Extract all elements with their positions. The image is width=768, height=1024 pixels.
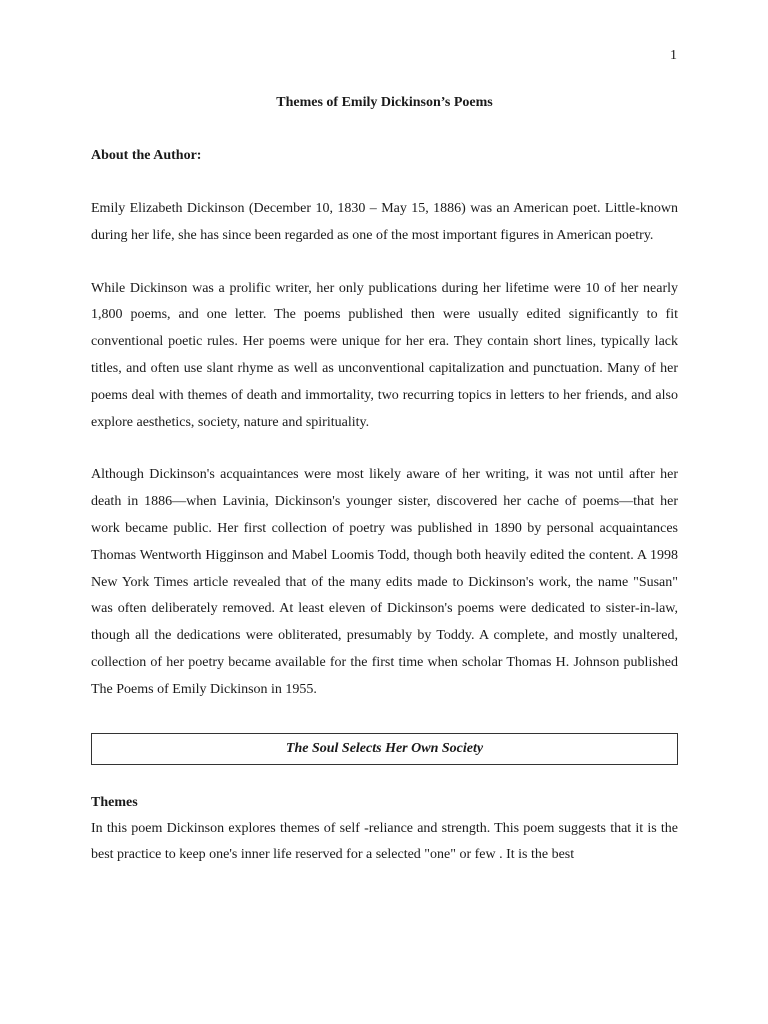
page-number: 1: [670, 48, 677, 63]
themes-heading: Themes: [91, 794, 138, 810]
paragraph-posthumous: Although Dickinson's acquaintances were most likely aware of her writing, it was not until after her death in 1886—when Lavinia, Dickinson's younger sister, discovered her cache of poems—that her work became public. Her first collection of poetry was published in 1890 by personal acquaintances Thomas Wentworth Higginson and Mabel Loomis Todd, though both heavily edited the content. A 1998 New York Times article revealed that of the many edits made to Dickinson's work, the name "Susan" was often deliberately removed. At least eleven of Dickinson's poems were dedicated to sister-in-law, though all the dedications were obliterated, presumably by Toddy. A complete, and mostly unaltered, collection of her poetry became available for the first time when scholar Thomas H. Johnson published The Poems of Emily Dickinson in 1955.: [91, 467, 678, 697]
document-title: Themes of Emily Dickinson’s Poems: [276, 95, 493, 110]
poem-title-box: The Soul Selects Her Own Society: [91, 733, 678, 765]
paragraph-themes: In this poem Dickinson explores themes of self -reliance and strength. This poem suggests that it is the best practice to keep one's inner life reserved for a selected "one" or few . It is the best: [91, 820, 678, 863]
paragraph-bio: Emily Elizabeth Dickinson (December 10, 1830 – May 15, 1886) was an American poet. Little-known during her life, she has since been regarded as one of the most important figures in American poetry.: [91, 201, 678, 243]
about-author-heading: About the Author:: [91, 148, 202, 163]
paragraph-publications: While Dickinson was a prolific writer, her only publications during her lifetime were 10 of her nearly 1,800 poems, and one letter. The poems published then were usually edited significantly to fit conventional poetic rules. Her poems were unique for her era. They contain short lines, typically lack titles, and often use slant rhyme as well as unconventional capitalization and punctuation. Many of her poems deal with themes of death and immortality, two recurring topics in letters to her friends, and also explore aesthetics, society, nature and spirituality.: [91, 280, 678, 430]
document-body: [91, 93, 678, 869]
